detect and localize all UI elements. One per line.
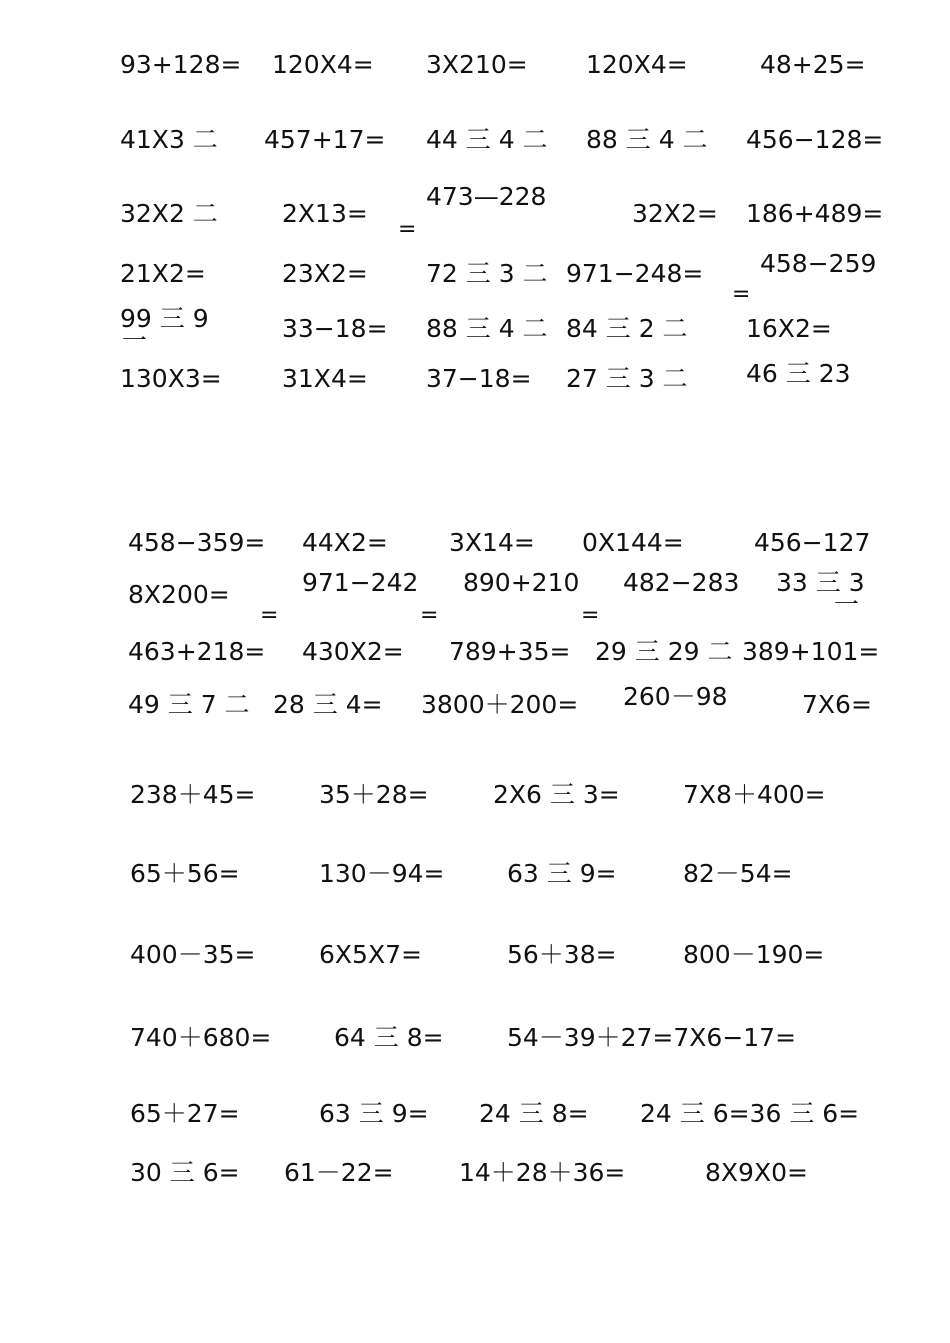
problem: 458−259 — [760, 249, 877, 278]
equals-sign: = — [398, 217, 417, 242]
problem: 33−18= — [282, 314, 388, 343]
problem: 7X6= — [802, 690, 872, 719]
problem: 29 三 29 二 — [595, 637, 733, 666]
remainder-mark: 一 — [834, 590, 860, 619]
problem: 8X9X0= — [705, 1158, 808, 1187]
problem: 65＋56= — [130, 859, 240, 888]
problem: 54－39＋27=7X6−17= — [507, 1023, 797, 1052]
problem: 971−248= — [566, 259, 704, 288]
problem: 971−242 — [302, 568, 419, 597]
problem: 800－190= — [683, 940, 825, 969]
problem: 27 三 3 二 — [566, 364, 688, 393]
problem: 82－54= — [683, 859, 793, 888]
problem: 473—228 — [426, 182, 547, 211]
remainder-mark: 一 — [122, 326, 148, 355]
problem: 48+25= — [760, 50, 866, 79]
equals-sign: = — [732, 282, 751, 307]
problem: 456−128= — [746, 125, 884, 154]
problem: 14＋28＋36= — [459, 1158, 626, 1187]
problem: 7X8＋400= — [683, 780, 826, 809]
problem: 63 三 9= — [507, 859, 617, 888]
problem: 88 三 4 二 — [426, 314, 548, 343]
problem: 65＋27= — [130, 1099, 240, 1128]
problem: 72 三 3 二 — [426, 259, 548, 288]
problem: 130X3= — [120, 364, 222, 393]
problem: 463+218= — [128, 637, 266, 666]
problem: 24 三 6=36 三 6= — [640, 1099, 860, 1128]
equals-sign: = — [260, 603, 279, 628]
equals-sign: = — [581, 603, 600, 628]
problem: 3800＋200= — [421, 690, 579, 719]
problem: 457+17= — [264, 125, 386, 154]
problem: 0X144= — [582, 528, 684, 557]
problem: 63 三 9= — [319, 1099, 429, 1128]
problem: 130－94= — [319, 859, 445, 888]
problem: 99 三 9 — [120, 304, 209, 333]
problem: 238＋45= — [130, 780, 256, 809]
problem: 31X4= — [282, 364, 368, 393]
problem: 88 三 4 二 — [586, 125, 708, 154]
problem: 24 三 8= — [479, 1099, 589, 1128]
problem: 37−18= — [426, 364, 532, 393]
problem: 44 三 4 二 — [426, 125, 548, 154]
problem: 41X3 二 — [120, 125, 218, 154]
problem: 61－22= — [284, 1158, 394, 1187]
problem: 21X2= — [120, 259, 206, 288]
problem: 28 三 4= — [273, 690, 383, 719]
problem: 120X4= — [272, 50, 374, 79]
problem: 93+128= — [120, 50, 242, 79]
problem: 16X2= — [746, 314, 832, 343]
problem: 260－98 — [623, 682, 728, 711]
problem: 56＋38= — [507, 940, 617, 969]
problem: 30 三 6= — [130, 1158, 240, 1187]
problem: 49 三 7 二 — [128, 690, 250, 719]
problem: 389+101= — [742, 637, 880, 666]
problem: 44X2= — [302, 528, 388, 557]
problem: 458−359= — [128, 528, 266, 557]
problem: 740＋680= — [130, 1023, 272, 1052]
problem: 8X200= — [128, 580, 230, 609]
problem: 6X5X7= — [319, 940, 422, 969]
problem: 430X2= — [302, 637, 404, 666]
problem: 84 三 2 二 — [566, 314, 688, 343]
problem: 32X2 二 — [120, 199, 218, 228]
problem: 789+35= — [449, 637, 571, 666]
problem: 186+489= — [746, 199, 884, 228]
problem: 482−283 — [623, 568, 740, 597]
problem: 2X13= — [282, 199, 368, 228]
problem: 120X4= — [586, 50, 688, 79]
equals-sign: = — [420, 603, 439, 628]
problem: 32X2= — [632, 199, 718, 228]
problem: 2X6 三 3= — [493, 780, 620, 809]
problem: 23X2= — [282, 259, 368, 288]
problem: 890+210 — [463, 568, 580, 597]
problem: 3X14= — [449, 528, 535, 557]
problem: 35＋28= — [319, 780, 429, 809]
problem: 64 三 8= — [334, 1023, 444, 1052]
problem: 33 三 3 — [776, 568, 865, 597]
problem: 400－35= — [130, 940, 256, 969]
problem: 3X210= — [426, 50, 528, 79]
problem: 456−127 — [754, 528, 871, 557]
problem: 46 三 23 — [746, 359, 851, 388]
